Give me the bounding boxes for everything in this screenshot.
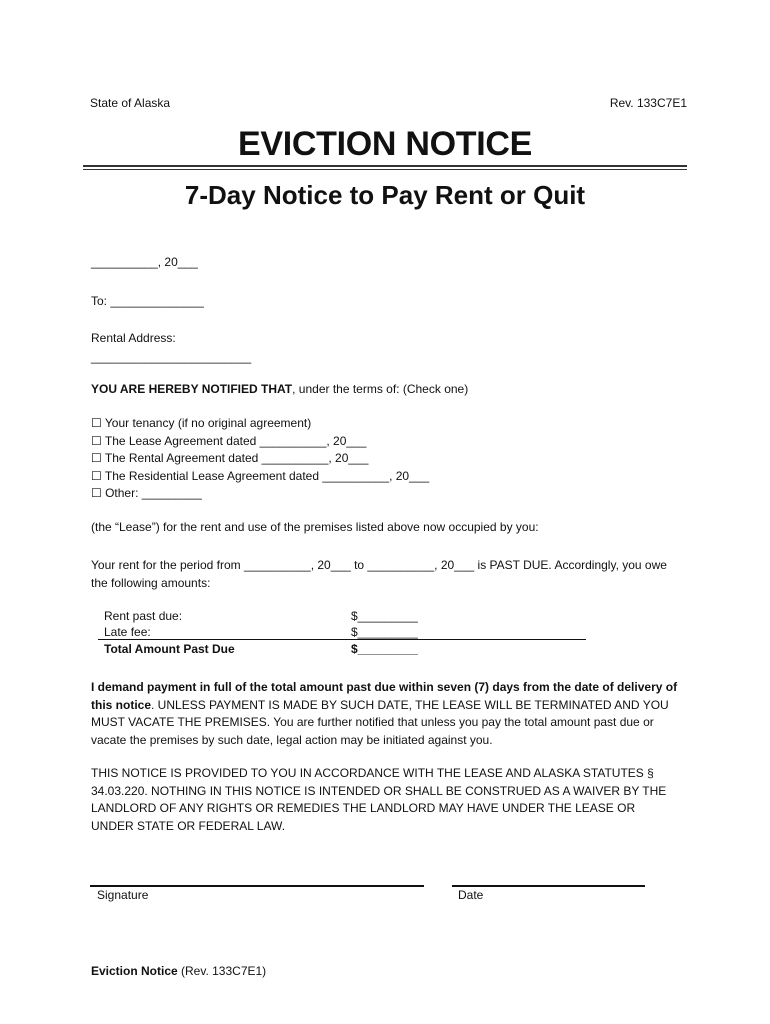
rental-address-field: ________________________ (91, 350, 252, 364)
page-footer (91, 964, 266, 978)
title-divider-thin (83, 169, 687, 170)
lease-line: (the “Lease”) for the rent and use of the premises listed above now occupied by you: (91, 520, 539, 534)
late-fee-value: $_________ (351, 625, 418, 639)
rent-period-paragraph: Your rent for the period from __________, 20___ to __________, 20___ is PAST DUE. Accordingly, you owe the following amounts: (91, 558, 667, 590)
option-residential-lease: ☐ The Residential Lease Agreement dated __________, 20___ (91, 468, 430, 483)
date-line (452, 885, 645, 887)
amounts-divider (98, 639, 586, 640)
page-title: EVICTION NOTICE (238, 125, 532, 163)
rent-past-due-label: Rent past due: (104, 609, 183, 623)
agreement-options (91, 415, 429, 503)
option-tenancy: ☐ Your tenancy (if no original agreement) (91, 416, 312, 430)
rent-past-due-value: $_________ (351, 609, 418, 623)
date-field: __________, 20___ (91, 255, 198, 269)
statute-paragraph: THIS NOTICE IS PROVIDED TO YOU IN ACCORDANCE WITH THE LEASE AND ALASKA STATUTES § 34.03.220. NOTHING IN THIS NOTICE IS INTENDED OR SHALL BE CONSTRUED AS A WAIVER BY THE LANDLORD OF ANY RIGHTS OR REMEDIES THE LANDLORD MAY HAVE UNDER THE LEASE OR UNDER STATE OR FEDERAL LAW. (91, 766, 667, 833)
signature-line (90, 885, 424, 887)
footer-bold: Eviction Notice (91, 964, 178, 978)
notice-intro (91, 382, 468, 396)
title-divider-thick (83, 165, 687, 167)
page-subtitle: 7-Day Notice to Pay Rent or Quit (184, 180, 586, 210)
notice-intro-rest: , under the terms of: (Check one) (292, 382, 469, 396)
revision-label: Rev. 133C7E1 (609, 96, 687, 110)
option-other: ☐ Other: _________ (91, 486, 202, 500)
demand-paragraph (91, 679, 681, 749)
option-lease-agreement: ☐ The Lease Agreement dated __________, 20___ (91, 433, 367, 448)
demand-bold: I demand payment in full of the total amount past due within seven (7) days from the date of delivery of this notice (91, 680, 678, 712)
total-past-due-label: Total Amount Past Due (104, 642, 235, 656)
footer-rest: (Rev. 133C7E1) (177, 964, 267, 978)
rental-address-label: Rental Address: (91, 331, 176, 345)
option-rental-agreement: ☐ The Rental Agreement dated __________, 20___ (91, 451, 369, 465)
notice-intro-bold: YOU ARE HEREBY NOTIFIED THAT (91, 382, 293, 396)
demand-rest: . UNLESS PAYMENT IS MADE BY SUCH DATE, THE LEASE WILL BE TERMINATED AND YOU MUST VACATE THE PREMISES. You are further notified that unless you pay the total amount past due or vacate the premises by such date, legal action may be initiated against you. (91, 697, 669, 747)
recipient-field: To: ______________ (91, 294, 204, 308)
signature-label: Signature (97, 888, 149, 902)
state-label: State of Alaska (90, 96, 171, 110)
date-label: Date (458, 888, 484, 902)
total-past-due-value: $_________ (351, 642, 418, 656)
late-fee-label: Late fee: (104, 625, 151, 639)
